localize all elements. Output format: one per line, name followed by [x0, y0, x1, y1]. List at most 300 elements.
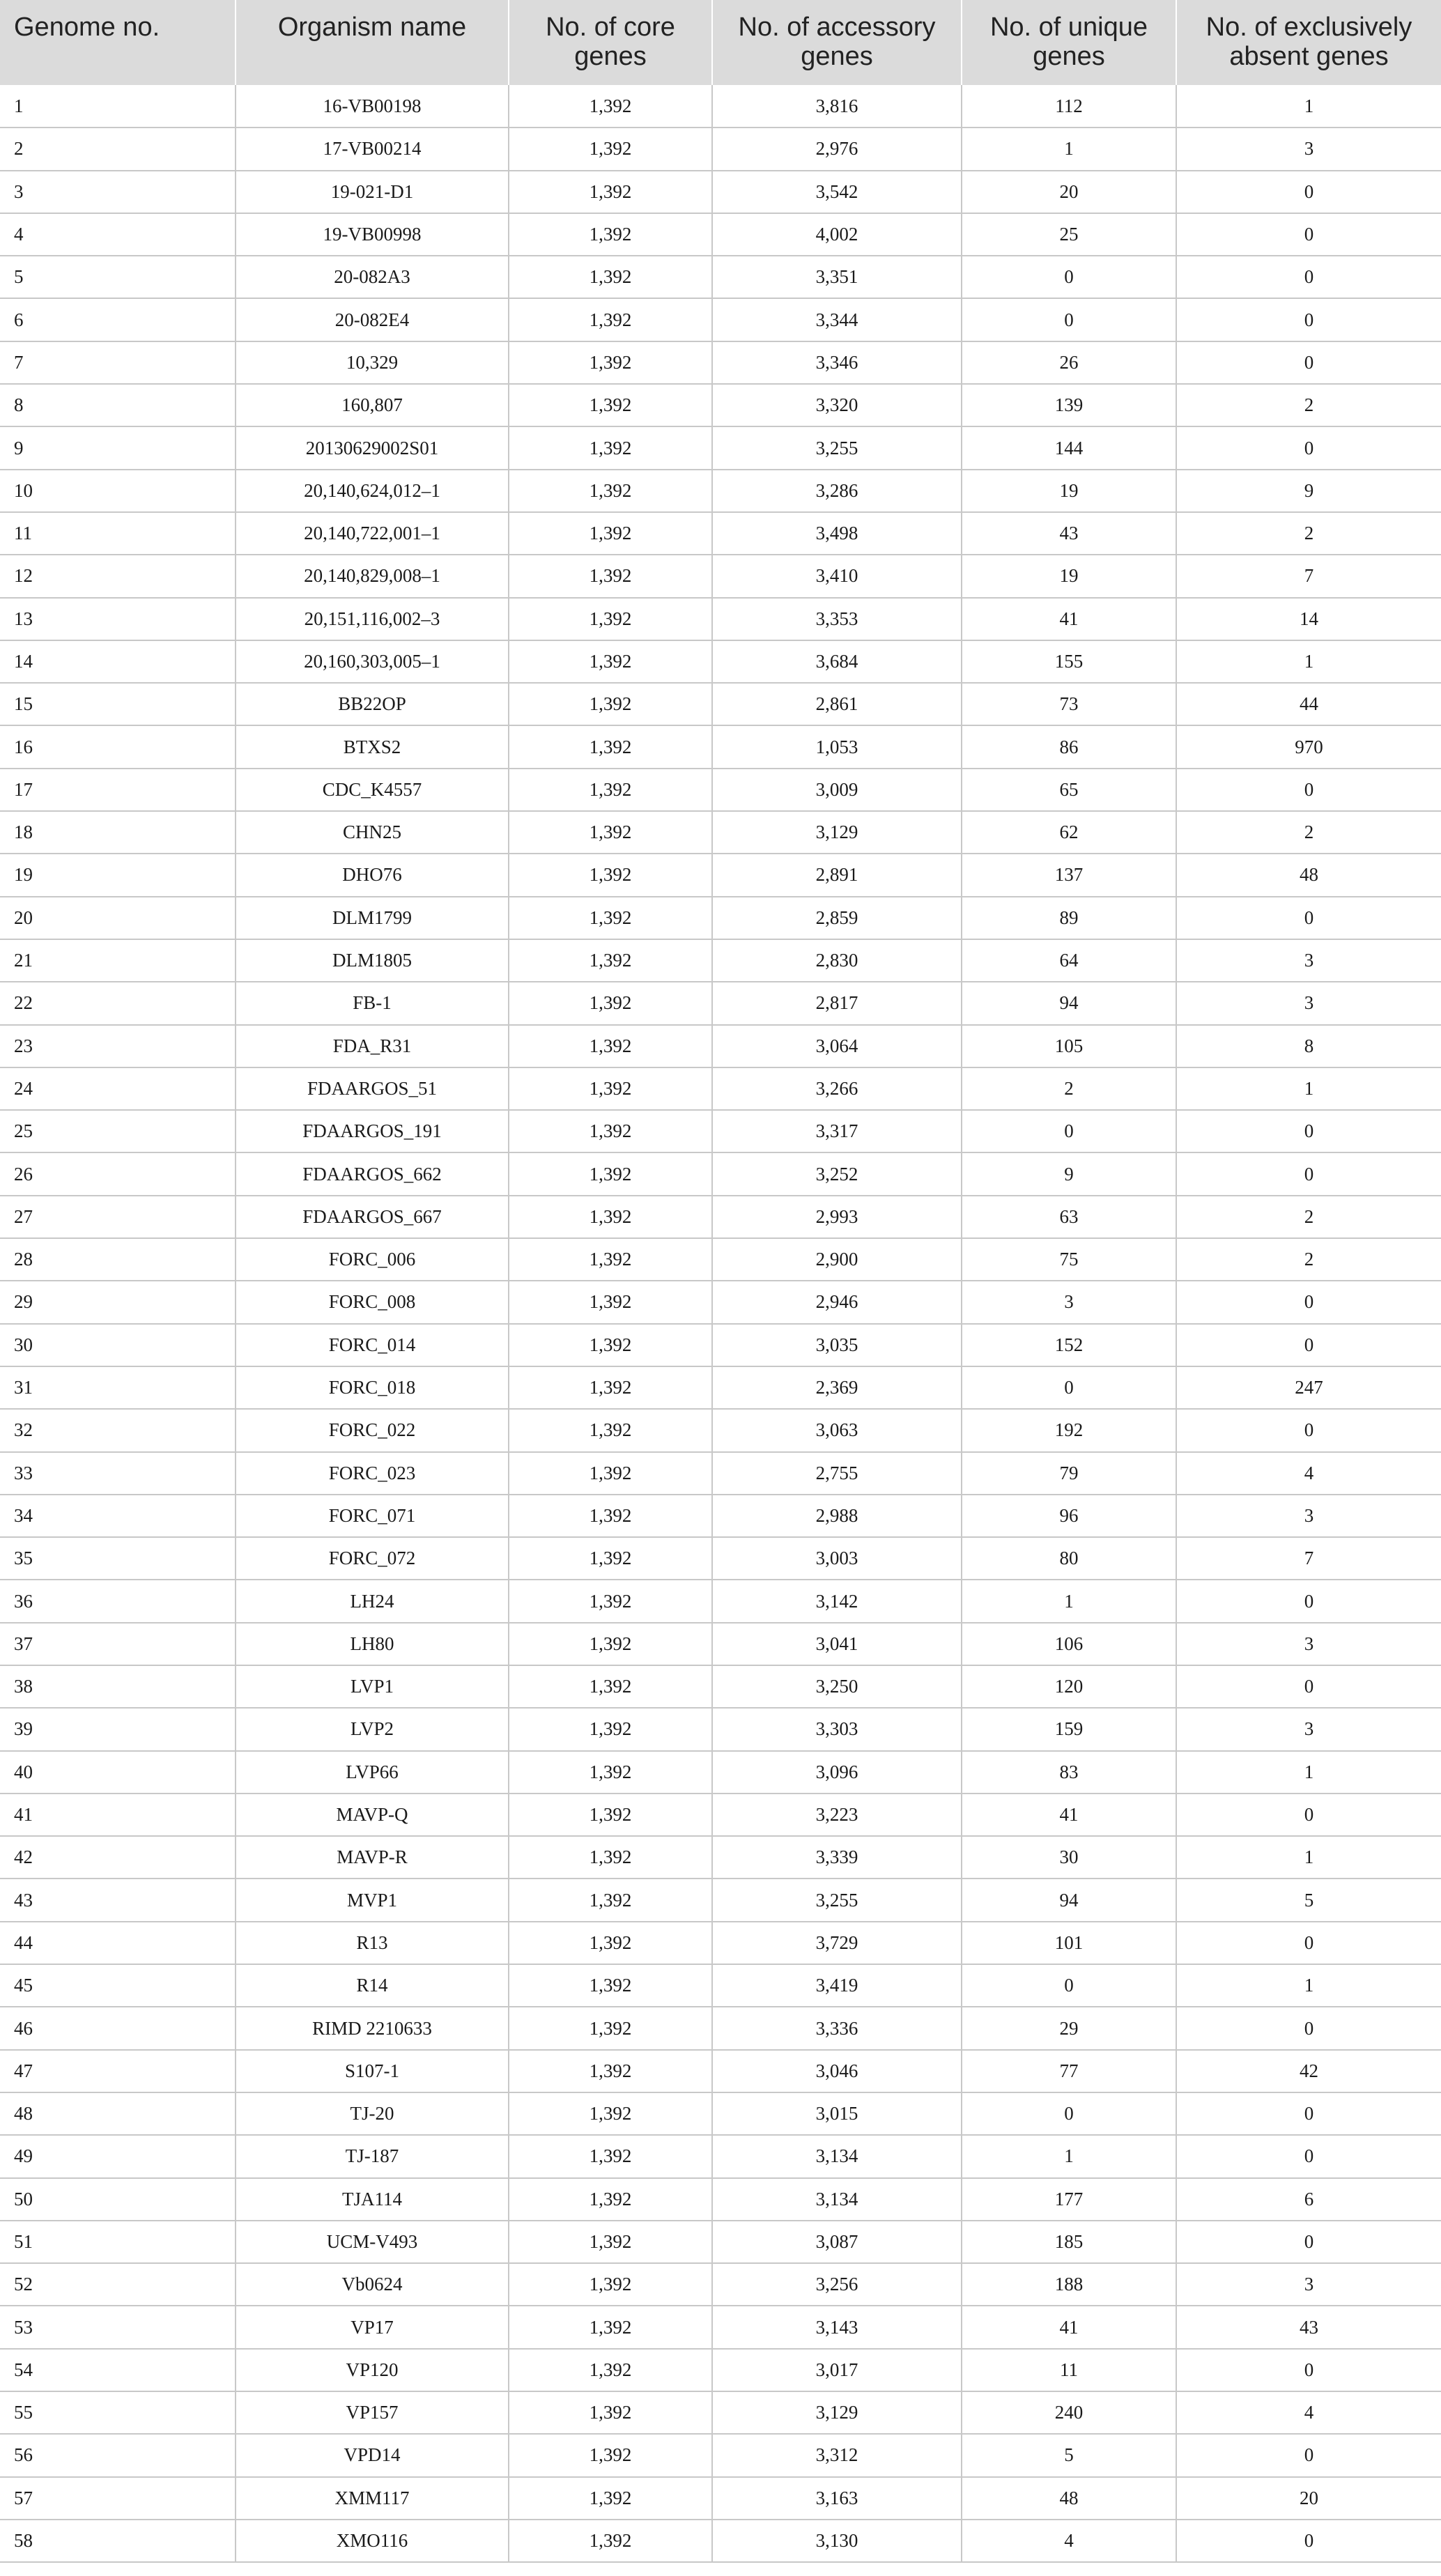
cell-core-genes: 1,392 — [509, 256, 712, 298]
cell-unique-genes: 80 — [962, 1537, 1176, 1580]
cell-accessory-genes: 3,255 — [712, 1879, 962, 1921]
cell-unique-genes: 0 — [962, 298, 1176, 341]
cell-unique-genes: 19 — [962, 470, 1176, 512]
cell-unique-genes: 20 — [962, 171, 1176, 213]
cell-unique-genes: 86 — [962, 725, 1176, 768]
cell-core-genes: 1,392 — [509, 1324, 712, 1366]
cell-unique-genes: 75 — [962, 1238, 1176, 1281]
cell-genome-no: 34 — [0, 1495, 236, 1537]
cell-unique-genes: 94 — [962, 1879, 1176, 1921]
cell-accessory-genes: 2,891 — [712, 854, 962, 896]
cell-core-genes: 1,392 — [509, 1025, 712, 1067]
cell-exclusively-absent-genes: 7 — [1176, 555, 1441, 597]
table-row — [0, 1495, 1441, 1537]
cell-organism-name: R13 — [236, 1922, 509, 1964]
cell-accessory-genes: 3,041 — [712, 1623, 962, 1665]
cell-exclusively-absent-genes: 0 — [1176, 2434, 1441, 2476]
cell-exclusively-absent-genes: 0 — [1176, 2092, 1441, 2135]
cell-core-genes: 1,392 — [509, 1366, 712, 1409]
cell-core-genes: 1,392 — [509, 1495, 712, 1537]
cell-exclusively-absent-genes: 0 — [1176, 171, 1441, 213]
cell-genome-no: 10 — [0, 470, 236, 512]
table-body — [0, 85, 1441, 2562]
cell-unique-genes: 19 — [962, 555, 1176, 597]
cell-accessory-genes: 3,816 — [712, 85, 962, 128]
cell-organism-name: FORC_006 — [236, 1238, 509, 1281]
table-row — [0, 2434, 1441, 2476]
cell-accessory-genes: 3,339 — [712, 1836, 962, 1879]
cell-organism-name: UCM-V493 — [236, 2221, 509, 2263]
cell-core-genes: 1,392 — [509, 470, 712, 512]
cell-genome-no: 57 — [0, 2477, 236, 2520]
table-header — [0, 0, 1441, 85]
cell-exclusively-absent-genes: 3 — [1176, 1708, 1441, 1750]
cell-genome-no: 18 — [0, 811, 236, 854]
cell-unique-genes: 48 — [962, 2477, 1176, 2520]
table-row — [0, 982, 1441, 1024]
table-row — [0, 1836, 1441, 1879]
cell-core-genes: 1,392 — [509, 1281, 712, 1323]
cell-genome-no: 20 — [0, 897, 236, 939]
cell-core-genes: 1,392 — [509, 2306, 712, 2348]
cell-genome-no: 2 — [0, 128, 236, 170]
cell-genome-no: 56 — [0, 2434, 236, 2476]
cell-core-genes: 1,392 — [509, 171, 712, 213]
cell-genome-no: 33 — [0, 1452, 236, 1495]
cell-unique-genes: 94 — [962, 982, 1176, 1024]
cell-unique-genes: 30 — [962, 1836, 1176, 1879]
cell-unique-genes: 188 — [962, 2263, 1176, 2306]
cell-exclusively-absent-genes: 0 — [1176, 1110, 1441, 1152]
cell-unique-genes: 41 — [962, 598, 1176, 640]
cell-accessory-genes: 3,163 — [712, 2477, 962, 2520]
cell-unique-genes: 29 — [962, 2007, 1176, 2049]
cell-accessory-genes: 3,419 — [712, 1964, 962, 2007]
cell-organism-name: 20,140,829,008–1 — [236, 555, 509, 597]
cell-unique-genes: 112 — [962, 85, 1176, 128]
cell-unique-genes: 1 — [962, 128, 1176, 170]
cell-exclusively-absent-genes: 3 — [1176, 939, 1441, 982]
cell-genome-no: 44 — [0, 1922, 236, 1964]
cell-organism-name: FDAARGOS_662 — [236, 1152, 509, 1195]
cell-organism-name: XMO116 — [236, 2520, 509, 2562]
cell-accessory-genes: 4,002 — [712, 213, 962, 256]
cell-exclusively-absent-genes: 48 — [1176, 854, 1441, 896]
table-row — [0, 171, 1441, 213]
cell-organism-name: FORC_023 — [236, 1452, 509, 1495]
cell-exclusively-absent-genes: 3 — [1176, 1495, 1441, 1537]
cell-organism-name: FORC_072 — [236, 1537, 509, 1580]
cell-unique-genes: 11 — [962, 2349, 1176, 2391]
cell-core-genes: 1,392 — [509, 2263, 712, 2306]
cell-exclusively-absent-genes: 0 — [1176, 1580, 1441, 1622]
cell-genome-no: 41 — [0, 1794, 236, 1836]
cell-organism-name: 20130629002S01 — [236, 426, 509, 469]
table-row — [0, 1281, 1441, 1323]
cell-exclusively-absent-genes: 1 — [1176, 1751, 1441, 1794]
cell-organism-name: FORC_014 — [236, 1324, 509, 1366]
table-row — [0, 1452, 1441, 1495]
cell-organism-name: 19-VB00998 — [236, 213, 509, 256]
cell-organism-name: 160,807 — [236, 384, 509, 426]
table-row — [0, 854, 1441, 896]
cell-exclusively-absent-genes: 2 — [1176, 384, 1441, 426]
cell-unique-genes: 2 — [962, 1067, 1176, 1110]
cell-organism-name: VP120 — [236, 2349, 509, 2391]
cell-organism-name: R14 — [236, 1964, 509, 2007]
cell-exclusively-absent-genes: 7 — [1176, 1537, 1441, 1580]
cell-core-genes: 1,392 — [509, 213, 712, 256]
cell-unique-genes: 5 — [962, 2434, 1176, 2476]
cell-organism-name: LVP1 — [236, 1665, 509, 1708]
cell-core-genes: 1,392 — [509, 384, 712, 426]
cell-organism-name: LVP2 — [236, 1708, 509, 1750]
table-row — [0, 1196, 1441, 1238]
table-row — [0, 2263, 1441, 2306]
table-row — [0, 725, 1441, 768]
cell-organism-name: VP157 — [236, 2391, 509, 2434]
cell-accessory-genes: 3,009 — [712, 769, 962, 811]
cell-exclusively-absent-genes: 44 — [1176, 683, 1441, 725]
cell-unique-genes: 1 — [962, 1580, 1176, 1622]
table-row — [0, 470, 1441, 512]
table-row — [0, 939, 1441, 982]
cell-genome-no: 53 — [0, 2306, 236, 2348]
table-row — [0, 1238, 1441, 1281]
table-row — [0, 1922, 1441, 1964]
cell-core-genes: 1,392 — [509, 2477, 712, 2520]
table-row — [0, 512, 1441, 555]
table-row — [0, 2135, 1441, 2177]
cell-organism-name: 20,160,303,005–1 — [236, 640, 509, 683]
cell-unique-genes: 0 — [962, 256, 1176, 298]
cell-genome-no: 39 — [0, 1708, 236, 1750]
cell-accessory-genes: 3,142 — [712, 1580, 962, 1622]
cell-genome-no: 5 — [0, 256, 236, 298]
cell-organism-name: MAVP-R — [236, 1836, 509, 1879]
cell-exclusively-absent-genes: 2 — [1176, 811, 1441, 854]
cell-organism-name: FDAARGOS_51 — [236, 1067, 509, 1110]
cell-unique-genes: 63 — [962, 1196, 1176, 1238]
cell-core-genes: 1,392 — [509, 1665, 712, 1708]
cell-accessory-genes: 3,729 — [712, 1922, 962, 1964]
cell-unique-genes: 64 — [962, 939, 1176, 982]
header-exclusively-absent-genes: No. of exclusively absent genes — [1176, 0, 1441, 85]
table-row — [0, 1537, 1441, 1580]
cell-genome-no: 30 — [0, 1324, 236, 1366]
cell-core-genes: 1,392 — [509, 1751, 712, 1794]
cell-exclusively-absent-genes: 0 — [1176, 298, 1441, 341]
table-row — [0, 2477, 1441, 2520]
cell-core-genes: 1,392 — [509, 1708, 712, 1750]
cell-core-genes: 1,392 — [509, 1836, 712, 1879]
cell-unique-genes: 62 — [962, 811, 1176, 854]
cell-genome-no: 25 — [0, 1110, 236, 1152]
cell-core-genes: 1,392 — [509, 1196, 712, 1238]
cell-core-genes: 1,392 — [509, 555, 712, 597]
cell-core-genes: 1,392 — [509, 2520, 712, 2562]
cell-genome-no: 24 — [0, 1067, 236, 1110]
table-row — [0, 1964, 1441, 2007]
table-row — [0, 2520, 1441, 2562]
cell-accessory-genes: 2,988 — [712, 1495, 962, 1537]
cell-unique-genes: 101 — [962, 1922, 1176, 1964]
cell-core-genes: 1,392 — [509, 769, 712, 811]
cell-organism-name: 20-082E4 — [236, 298, 509, 341]
cell-accessory-genes: 3,286 — [712, 470, 962, 512]
cell-core-genes: 1,392 — [509, 1580, 712, 1622]
cell-exclusively-absent-genes: 0 — [1176, 1665, 1441, 1708]
cell-exclusively-absent-genes: 0 — [1176, 2135, 1441, 2177]
cell-unique-genes: 89 — [962, 897, 1176, 939]
cell-exclusively-absent-genes: 1 — [1176, 1067, 1441, 1110]
cell-genome-no: 47 — [0, 2050, 236, 2092]
cell-core-genes: 1,392 — [509, 85, 712, 128]
cell-organism-name: 20,140,722,001–1 — [236, 512, 509, 555]
cell-accessory-genes: 3,353 — [712, 598, 962, 640]
cell-core-genes: 1,392 — [509, 1110, 712, 1152]
cell-accessory-genes: 2,976 — [712, 128, 962, 170]
cell-genome-no: 51 — [0, 2221, 236, 2263]
cell-unique-genes: 43 — [962, 512, 1176, 555]
table-row — [0, 2178, 1441, 2221]
header-accessory-genes: No. of accessory genes — [712, 0, 962, 85]
cell-genome-no: 23 — [0, 1025, 236, 1067]
cell-organism-name: DLM1799 — [236, 897, 509, 939]
cell-exclusively-absent-genes: 6 — [1176, 2178, 1441, 2221]
table-row — [0, 1409, 1441, 1451]
cell-accessory-genes: 2,755 — [712, 1452, 962, 1495]
cell-exclusively-absent-genes: 0 — [1176, 213, 1441, 256]
cell-exclusively-absent-genes: 0 — [1176, 2007, 1441, 2049]
cell-exclusively-absent-genes: 1 — [1176, 85, 1441, 128]
cell-accessory-genes: 3,320 — [712, 384, 962, 426]
cell-organism-name: MAVP-Q — [236, 1794, 509, 1836]
table-row — [0, 1366, 1441, 1409]
table-row — [0, 1751, 1441, 1794]
table-row — [0, 341, 1441, 384]
table-row — [0, 298, 1441, 341]
cell-core-genes: 1,392 — [509, 725, 712, 768]
table-row — [0, 1110, 1441, 1152]
cell-exclusively-absent-genes: 0 — [1176, 2520, 1441, 2562]
cell-core-genes: 1,392 — [509, 298, 712, 341]
cell-organism-name: FORC_018 — [236, 1366, 509, 1409]
cell-organism-name: TJA114 — [236, 2178, 509, 2221]
cell-organism-name: FDAARGOS_667 — [236, 1196, 509, 1238]
cell-exclusively-absent-genes: 2 — [1176, 1196, 1441, 1238]
table-row — [0, 2391, 1441, 2434]
cell-exclusively-absent-genes: 2 — [1176, 1238, 1441, 1281]
cell-core-genes: 1,392 — [509, 1623, 712, 1665]
table-row — [0, 2306, 1441, 2348]
cell-exclusively-absent-genes: 4 — [1176, 1452, 1441, 1495]
cell-unique-genes: 137 — [962, 854, 1176, 896]
cell-exclusively-absent-genes: 0 — [1176, 2221, 1441, 2263]
table-row — [0, 213, 1441, 256]
cell-core-genes: 1,392 — [509, 2178, 712, 2221]
cell-accessory-genes: 3,317 — [712, 1110, 962, 1152]
table-row — [0, 85, 1441, 128]
cell-genome-no: 52 — [0, 2263, 236, 2306]
cell-exclusively-absent-genes: 0 — [1176, 1409, 1441, 1451]
cell-core-genes: 1,392 — [509, 2092, 712, 2135]
cell-exclusively-absent-genes: 3 — [1176, 982, 1441, 1024]
cell-exclusively-absent-genes: 20 — [1176, 2477, 1441, 2520]
cell-exclusively-absent-genes: 43 — [1176, 2306, 1441, 2348]
cell-unique-genes: 26 — [962, 341, 1176, 384]
table-row — [0, 1708, 1441, 1750]
cell-genome-no: 36 — [0, 1580, 236, 1622]
cell-genome-no: 38 — [0, 1665, 236, 1708]
cell-accessory-genes: 3,223 — [712, 1794, 962, 1836]
cell-organism-name: 16-VB00198 — [236, 85, 509, 128]
cell-exclusively-absent-genes: 3 — [1176, 128, 1441, 170]
cell-organism-name: DHO76 — [236, 854, 509, 896]
cell-exclusively-absent-genes: 14 — [1176, 598, 1441, 640]
cell-organism-name: CDC_K4557 — [236, 769, 509, 811]
cell-organism-name: VPD14 — [236, 2434, 509, 2476]
table-row — [0, 2092, 1441, 2135]
cell-core-genes: 1,392 — [509, 512, 712, 555]
table-row — [0, 555, 1441, 597]
table-row — [0, 1025, 1441, 1067]
cell-accessory-genes: 3,542 — [712, 171, 962, 213]
cell-accessory-genes: 3,134 — [712, 2178, 962, 2221]
cell-accessory-genes: 3,498 — [712, 512, 962, 555]
cell-organism-name: TJ-187 — [236, 2135, 509, 2177]
cell-organism-name: LVP66 — [236, 1751, 509, 1794]
table-row — [0, 598, 1441, 640]
cell-exclusively-absent-genes: 0 — [1176, 1324, 1441, 1366]
cell-genome-no: 21 — [0, 939, 236, 982]
cell-organism-name: CHN25 — [236, 811, 509, 854]
cell-exclusively-absent-genes: 0 — [1176, 2349, 1441, 2391]
cell-accessory-genes: 3,312 — [712, 2434, 962, 2476]
cell-accessory-genes: 2,946 — [712, 1281, 962, 1323]
cell-genome-no: 49 — [0, 2135, 236, 2177]
cell-core-genes: 1,392 — [509, 2349, 712, 2391]
cell-unique-genes: 106 — [962, 1623, 1176, 1665]
cell-core-genes: 1,392 — [509, 2221, 712, 2263]
cell-unique-genes: 83 — [962, 1751, 1176, 1794]
cell-exclusively-absent-genes: 0 — [1176, 769, 1441, 811]
table-row — [0, 1879, 1441, 1921]
cell-core-genes: 1,392 — [509, 854, 712, 896]
cell-genome-no: 3 — [0, 171, 236, 213]
table-row — [0, 683, 1441, 725]
cell-genome-no: 12 — [0, 555, 236, 597]
cell-organism-name: VP17 — [236, 2306, 509, 2348]
cell-genome-no: 9 — [0, 426, 236, 469]
table-row — [0, 1580, 1441, 1622]
cell-unique-genes: 1 — [962, 2135, 1176, 2177]
cell-genome-no: 27 — [0, 1196, 236, 1238]
cell-unique-genes: 0 — [962, 2092, 1176, 2135]
cell-accessory-genes: 3,134 — [712, 2135, 962, 2177]
cell-core-genes: 1,392 — [509, 1922, 712, 1964]
cell-unique-genes: 159 — [962, 1708, 1176, 1750]
cell-unique-genes: 0 — [962, 1366, 1176, 1409]
cell-genome-no: 28 — [0, 1238, 236, 1281]
header-genome-no: Genome no. — [0, 0, 236, 85]
cell-accessory-genes: 3,410 — [712, 555, 962, 597]
cell-core-genes: 1,392 — [509, 2135, 712, 2177]
cell-exclusively-absent-genes: 42 — [1176, 2050, 1441, 2092]
cell-organism-name: 19-021-D1 — [236, 171, 509, 213]
cell-unique-genes: 25 — [962, 213, 1176, 256]
cell-core-genes: 1,392 — [509, 939, 712, 982]
cell-accessory-genes: 3,266 — [712, 1067, 962, 1110]
cell-exclusively-absent-genes: 970 — [1176, 725, 1441, 768]
table-row — [0, 640, 1441, 683]
cell-unique-genes: 41 — [962, 2306, 1176, 2348]
cell-unique-genes: 79 — [962, 1452, 1176, 1495]
cell-exclusively-absent-genes: 247 — [1176, 1366, 1441, 1409]
cell-core-genes: 1,392 — [509, 1537, 712, 1580]
cell-core-genes: 1,392 — [509, 1067, 712, 1110]
cell-exclusively-absent-genes: 4 — [1176, 2391, 1441, 2434]
cell-genome-no: 8 — [0, 384, 236, 426]
cell-accessory-genes: 3,684 — [712, 640, 962, 683]
cell-genome-no: 43 — [0, 1879, 236, 1921]
cell-accessory-genes: 2,817 — [712, 982, 962, 1024]
header-row — [0, 0, 1441, 85]
cell-unique-genes: 0 — [962, 1964, 1176, 2007]
cell-core-genes: 1,392 — [509, 1238, 712, 1281]
cell-genome-no: 31 — [0, 1366, 236, 1409]
table-row — [0, 769, 1441, 811]
cell-accessory-genes: 2,900 — [712, 1238, 962, 1281]
cell-genome-no: 6 — [0, 298, 236, 341]
table-row — [0, 384, 1441, 426]
cell-unique-genes: 177 — [962, 2178, 1176, 2221]
cell-accessory-genes: 3,063 — [712, 1409, 962, 1451]
table-row — [0, 897, 1441, 939]
cell-exclusively-absent-genes: 0 — [1176, 1922, 1441, 1964]
cell-core-genes: 1,392 — [509, 982, 712, 1024]
cell-accessory-genes: 3,252 — [712, 1152, 962, 1195]
cell-organism-name: FDA_R31 — [236, 1025, 509, 1067]
cell-organism-name: RIMD 2210633 — [236, 2007, 509, 2049]
cell-core-genes: 1,392 — [509, 2050, 712, 2092]
cell-genome-no: 58 — [0, 2520, 236, 2562]
cell-exclusively-absent-genes: 1 — [1176, 640, 1441, 683]
cell-genome-no: 55 — [0, 2391, 236, 2434]
table-row — [0, 2221, 1441, 2263]
table-row — [0, 811, 1441, 854]
cell-accessory-genes: 2,861 — [712, 683, 962, 725]
cell-exclusively-absent-genes: 0 — [1176, 426, 1441, 469]
cell-genome-no: 19 — [0, 854, 236, 896]
header-unique-genes: No. of unique genes — [962, 0, 1176, 85]
cell-genome-no: 14 — [0, 640, 236, 683]
cell-exclusively-absent-genes: 0 — [1176, 897, 1441, 939]
cell-unique-genes: 73 — [962, 683, 1176, 725]
cell-organism-name: Vb0624 — [236, 2263, 509, 2306]
cell-core-genes: 1,392 — [509, 1409, 712, 1451]
cell-unique-genes: 77 — [962, 2050, 1176, 2092]
cell-accessory-genes: 2,830 — [712, 939, 962, 982]
cell-genome-no: 50 — [0, 2178, 236, 2221]
cell-core-genes: 1,392 — [509, 1452, 712, 1495]
cell-organism-name: FB-1 — [236, 982, 509, 1024]
cell-organism-name: 10,329 — [236, 341, 509, 384]
cell-core-genes: 1,392 — [509, 2434, 712, 2476]
cell-core-genes: 1,392 — [509, 683, 712, 725]
table-row — [0, 2050, 1441, 2092]
cell-genome-no: 7 — [0, 341, 236, 384]
